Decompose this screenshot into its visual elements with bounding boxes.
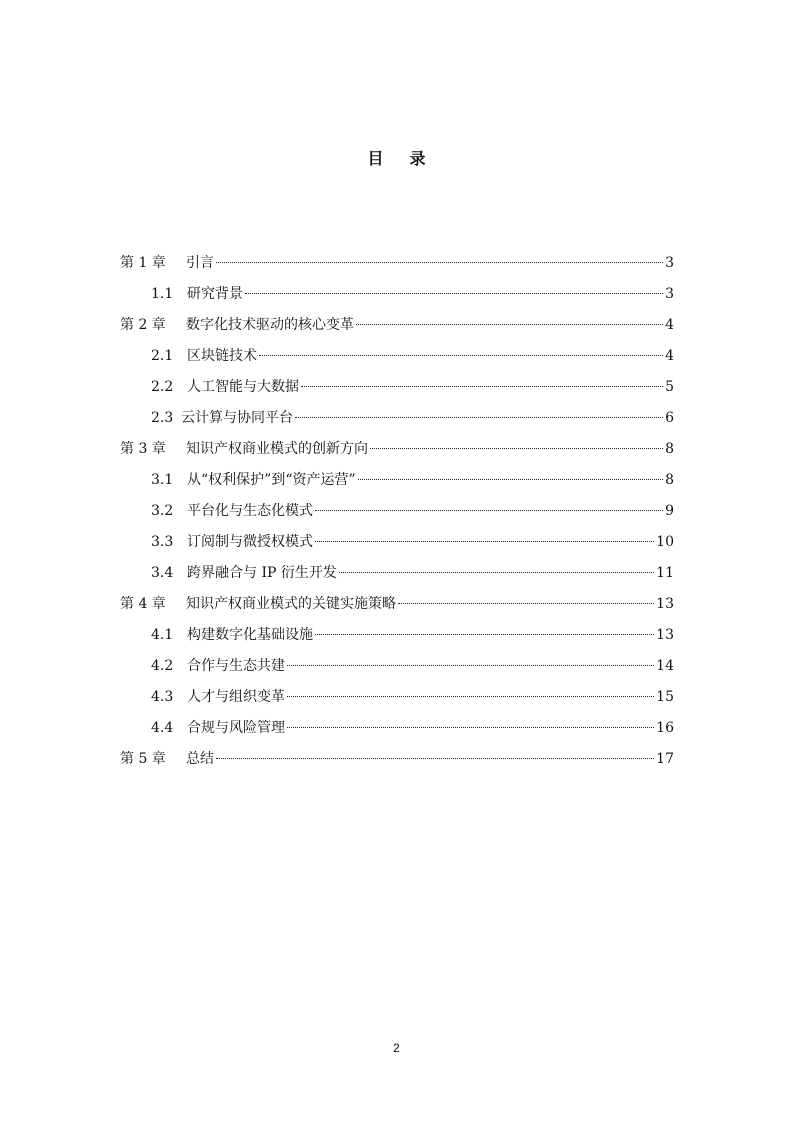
toc-section-entry[interactable] — [120, 407, 674, 438]
toc-chapter-entry[interactable] — [120, 252, 674, 283]
toc-entry-number: 第 2 章 — [120, 317, 166, 333]
toc-entry-title: 知识产权商业模式的创新方向 — [186, 441, 368, 457]
toc-entry-title: 合作与生态共建 — [187, 658, 285, 674]
toc-entry-number: 第 5 章 — [120, 751, 166, 767]
toc-entry-number: 4.1 — [151, 627, 174, 643]
toc-entry-title: 引言 — [186, 255, 214, 271]
toc-entry-page: 6 — [665, 410, 674, 426]
toc-entry-title: 研究背景 — [187, 286, 243, 302]
toc-entry-page: 9 — [665, 503, 674, 519]
toc-section-entry[interactable] — [120, 283, 674, 314]
table-of-contents — [120, 252, 674, 779]
toc-entry-number: 4.4 — [151, 720, 174, 736]
toc-entry-number: 第 3 章 — [120, 441, 166, 457]
toc-entry-number: 3.2 — [151, 503, 174, 519]
toc-dot-leader — [358, 479, 663, 480]
toc-entry-number: 第 4 章 — [120, 596, 166, 612]
toc-section-entry[interactable] — [120, 686, 674, 717]
toc-entry-title: 知识产权商业模式的关键实施策略 — [186, 596, 396, 612]
toc-entry-page: 5 — [665, 379, 674, 395]
toc-section-entry[interactable] — [120, 531, 674, 562]
toc-dot-leader — [295, 417, 663, 418]
toc-dot-leader — [259, 355, 663, 356]
toc-dot-leader — [216, 262, 663, 263]
toc-section-entry[interactable] — [120, 562, 674, 593]
toc-entry-page: 4 — [665, 317, 674, 333]
toc-dot-leader — [216, 758, 654, 759]
toc-entry-page: 16 — [656, 720, 674, 736]
toc-section-entry[interactable] — [120, 345, 674, 376]
toc-entry-title: 总结 — [186, 751, 214, 767]
toc-chapter-entry[interactable] — [120, 748, 674, 779]
toc-entry-title: 合规与风险管理 — [187, 720, 285, 736]
toc-entry-page: 8 — [665, 441, 674, 457]
toc-title-char-1: 目 — [367, 149, 384, 168]
toc-section-entry[interactable] — [120, 717, 674, 748]
toc-entry-number: 3.1 — [151, 472, 174, 488]
toc-entry-title: 数字化技术驱动的核心变革 — [186, 317, 354, 333]
toc-dot-leader — [287, 696, 654, 697]
toc-entry-number: 2.3 — [151, 410, 174, 426]
toc-entry-title: 区块链技术 — [187, 348, 257, 364]
toc-entry-title: 订阅制与微授权模式 — [187, 534, 313, 550]
toc-chapter-entry[interactable] — [120, 438, 674, 469]
toc-entry-number: 2.1 — [151, 348, 174, 364]
toc-title — [0, 146, 793, 169]
toc-chapter-entry[interactable] — [120, 593, 674, 624]
toc-entry-number: 3.3 — [151, 534, 174, 550]
toc-section-entry[interactable] — [120, 655, 674, 686]
toc-entry-number: 2.2 — [151, 379, 174, 395]
toc-entry-page: 3 — [665, 255, 674, 271]
toc-dot-leader — [315, 634, 654, 635]
toc-entry-page: 3 — [665, 286, 674, 302]
toc-entry-page: 10 — [656, 534, 674, 550]
toc-entry-page: 4 — [665, 348, 674, 364]
toc-entry-page: 15 — [656, 689, 674, 705]
toc-entry-title: 人工智能与大数据 — [187, 379, 299, 395]
toc-section-entry[interactable] — [120, 469, 674, 500]
toc-dot-leader — [287, 727, 654, 728]
toc-entry-title: 平台化与生态化模式 — [187, 503, 313, 519]
toc-entry-title: 构建数字化基础设施 — [187, 627, 313, 643]
toc-entry-title: 跨界融合与 IP 衍生开发 — [187, 565, 337, 581]
toc-dot-leader — [398, 603, 654, 604]
toc-section-entry[interactable] — [120, 624, 674, 655]
page-number: 2 — [393, 1041, 400, 1055]
toc-entry-page: 14 — [656, 658, 674, 674]
toc-dot-leader — [287, 665, 654, 666]
toc-entry-number: 4.2 — [151, 658, 174, 674]
toc-dot-leader — [339, 572, 654, 573]
toc-dot-leader — [356, 324, 663, 325]
toc-dot-leader — [315, 510, 663, 511]
toc-entry-page: 11 — [656, 565, 674, 581]
toc-entry-page: 17 — [656, 751, 674, 767]
toc-entry-number: 4.3 — [151, 689, 174, 705]
toc-title-char-2: 录 — [409, 149, 426, 168]
toc-entry-number: 1.1 — [151, 286, 174, 302]
toc-section-entry[interactable] — [120, 500, 674, 531]
toc-dot-leader — [245, 293, 663, 294]
toc-chapter-entry[interactable] — [120, 314, 674, 345]
toc-entry-page: 8 — [665, 472, 674, 488]
toc-section-entry[interactable] — [120, 376, 674, 407]
toc-dot-leader — [301, 386, 663, 387]
toc-entry-number: 第 1 章 — [120, 255, 166, 271]
toc-entry-title: 从“权利保护”到“资产运营” — [187, 472, 356, 488]
toc-dot-leader — [370, 448, 663, 449]
toc-entry-title: 云计算与协同平台 — [181, 410, 293, 426]
toc-entry-number: 3.4 — [151, 565, 174, 581]
toc-entry-page: 13 — [656, 627, 674, 643]
toc-entry-title: 人才与组织变革 — [187, 689, 285, 705]
toc-dot-leader — [315, 541, 654, 542]
toc-entry-page: 13 — [656, 596, 674, 612]
